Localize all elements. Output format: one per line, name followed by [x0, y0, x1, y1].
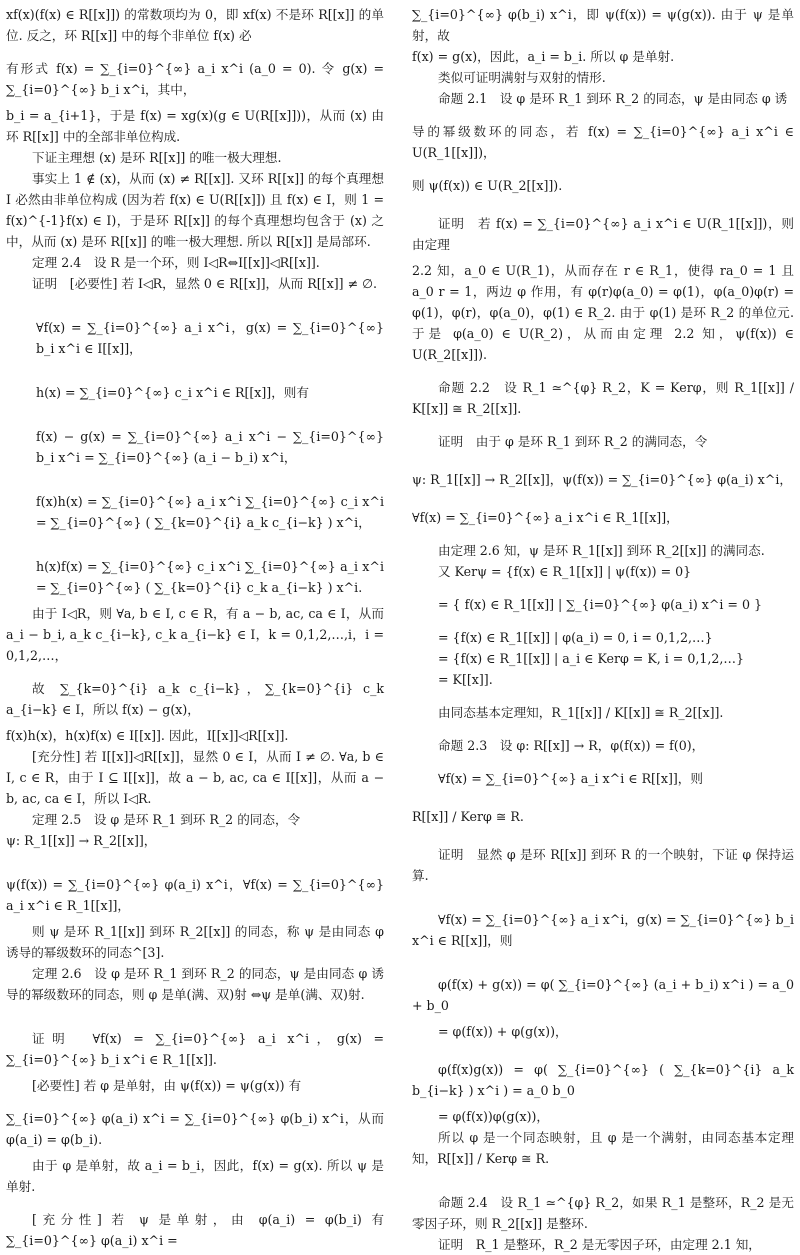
right-column	[412, 4, 794, 1255]
proposition-2-2: 命题 2.2 设 R_1 ≃^{φ} R_2，K = Kerφ，则 R_1[[x]] / K[[x]] ≅ R_2[[x]].	[412, 380, 794, 416]
text-line: 事实上 1 ∉ (x)，从而 (x) ≠ R[[x]]. 又环 R[[x]] 的每个真理想 I 必然由非单位构成 (因为若 f(x) ∈ U(R[[x]]) 且 f(x) ∈ I，则 1 = f(x)^{-1}f(x) ∈ I)，于是环 R[[x]] 的每个真理想均包含于 (x) 之中，从而 (x) 是环 R[[x]] 的唯一极大理想. 所以 R[[x]] 是局部环.	[6, 171, 384, 249]
text-line: 下证主理想 (x) 是环 R[[x]] 的唯一极大理想.	[32, 150, 282, 165]
equation-line: ψ: R_1[[x]] → R_2[[x]]，	[6, 833, 157, 848]
proof-text: 证明 由于 φ 是环 R_1 到环 R_2 的满同态，令	[438, 434, 708, 449]
equation-line: = {f(x) ∈ R_1[[x]] | a_i ∈ Kerφ = K, i = 0,1,2,…}	[438, 651, 745, 666]
equation-line: ψ: R_1[[x]] → R_2[[x]]，ψ(f(x)) = ∑_{i=0}^{∞} φ(a_i) x^i，	[412, 472, 792, 487]
proposition-2-1: 命题 2.1 设 φ 是环 R_1 到环 R_2 的同态，ψ 是由同态 φ 诱	[438, 91, 788, 106]
proof-text: 证明 显然 φ 是环 R[[x]] 到环 R 的一个映射，下证 φ 保持运算.	[412, 847, 794, 883]
theorem-2-5: 定理 2.5 设 φ 是环 R_1 到环 R_2 的同态，令	[32, 812, 301, 827]
proposition-2-3: 命题 2.3 设 φ: R[[x]] → R，φ(f(x)) = f(0)，	[438, 738, 705, 753]
text-line: [充分性] 若 I[[x]]◁R[[x]]，显然 0 ∈ I，从而 I ≠ ∅. ∀a, b ∈ I, c ∈ R，由于 I ⊆ I[[x]]，故 a − b, ac, ca ∈ I[[x]]，从而 a − b, ac, ca ∈ I，所以 I◁R.	[6, 749, 384, 806]
equation-line: 故 ∑_{k=0}^{i} a_k c_{i−k}，∑_{k=0}^{i} c_k a_{i−k} ∈ I，所以 f(x) − g(x)，	[6, 681, 384, 717]
text-line: 由定理 2.6 知，ψ 是环 R_1[[x]] 到环 R_2[[x]] 的满同态.	[438, 543, 765, 558]
equation-line: φ(f(x) + g(x)) = φ( ∑_{i=0}^{∞} (a_i + b_i) x^i ) = a_0 + b_0	[412, 977, 794, 1013]
equation-line: = K[[x]].	[438, 672, 493, 687]
text-line: 则 ψ(f(x)) ∈ U(R_2[[x]]).	[412, 178, 563, 193]
equation-line: ∀f(x) = ∑_{i=0}^{∞} a_i x^i ∈ R_1[[x]]，	[412, 510, 679, 525]
equation-line: 又 Kerψ = {f(x) ∈ R_1[[x]] | ψ(f(x)) = 0}	[438, 564, 692, 579]
text-line: f(x) = g(x)，因此，a_i = b_i. 所以 φ 是单射.	[412, 49, 675, 64]
text-line: 由同态基本定理知，R_1[[x]] / K[[x]] ≅ R_2[[x]].	[438, 705, 724, 720]
text-line: 由于 I◁R，则 ∀a, b ∈ I, c ∈ R，有 a − b, ac, ca ∈ I，从而 a_i − b_i, a_k c_{i−k}, c_k a_{i−k} ∈ I，k = 0,1,2,…,i，i = 0,1,2,…，	[6, 606, 384, 663]
equation-line: f(x) − g(x) = ∑_{i=0}^{∞} a_i x^i − ∑_{i=0}^{∞} b_i x^i = ∑_{i=0}^{∞} (a_i − b_i) x^i，	[36, 429, 384, 465]
equation-line: = { f(x) ∈ R_1[[x]] | ∑_{i=0}^{∞} φ(a_i) x^i = 0 }	[438, 597, 763, 612]
equation-line: R[[x]] / Kerφ ≅ R.	[412, 809, 524, 824]
proof-text: 证明 [必要性] 若 I◁R，显然 0 ∈ R[[x]]，从而 R[[x]] ≠ ∅.	[32, 276, 378, 291]
equation-line: = φ(f(x))φ(g(x))，	[438, 1109, 550, 1124]
equation-line: ∀f(x) = ∑_{i=0}^{∞} a_i x^i，g(x) = ∑_{i=0}^{∞} b_i x^i ∈ R[[x]]，则	[412, 912, 794, 948]
text-line: 由于 φ 是单射，故 a_i = b_i，因此，f(x) = g(x). 所以 ψ 是单射.	[6, 1158, 384, 1194]
proof-text: 证明 若 f(x) = ∑_{i=0}^{∞} a_i x^i ∈ U(R_1[[x]])，则由定理	[412, 216, 794, 252]
text-line: 类似可证明满射与双射的情形.	[438, 70, 606, 85]
equation-line: h(x)f(x) = ∑_{i=0}^{∞} c_i x^i ∑_{i=0}^{∞} a_i x^i = ∑_{i=0}^{∞} ( ∑_{k=0}^{i} c_k a_{i−k} ) x^i.	[36, 559, 384, 595]
text-line: [必要性] 若 φ 是单射，由 ψ(f(x)) = ψ(g(x)) 有	[32, 1078, 302, 1093]
text-line: 2.2 知，a_0 ∈ U(R_1)，从而存在 r ∈ R_1，使得 ra_0 = 1 且 a_0 r = 1，两边 φ 作用，有 φ(r)φ(a_0) = φ(1)，φ(a_0)φ(r) = φ(1)，φ(r)，φ(a_0)，φ(1) ∈ R_2. 由于 φ(1) 是环 R_2 的单位元. 于是 φ(a_0) ∈ U(R_2)，从而由定理 2.2 知，ψ(f(x)) ∈ U(R_2[[x]]).	[412, 263, 794, 362]
equation-line: ∑_{i=0}^{∞} φ(b_i) x^i，即 ψ(f(x)) = ψ(g(x)). 由于 ψ 是单射，故	[412, 7, 794, 43]
proof-text: 证明 R_1 是整环，R_2 是无零因子环，由定理 2.1 知，	[438, 1237, 761, 1252]
equation-line: 导的幂级数环的同态，若 f(x) = ∑_{i=0}^{∞} a_i x^i ∈ U(R_1[[x]])，	[412, 124, 794, 160]
theorem-2-6: 定理 2.6 设 φ 是环 R_1 到环 R_2 的同态，ψ 是由同态 φ 诱导的幂级数环的同态，则 φ 是单(满、双)射 ⇔ψ 是单(满、双)射.	[6, 966, 384, 1002]
proposition-2-4: 命题 2.4 设 R_1 ≃^{φ} R_2，如果 R_1 是整环，R_2 是无零因子环，则 R_2[[x]] 是整环.	[412, 1195, 794, 1231]
text-line: 则 ψ 是环 R_1[[x]] 到环 R_2[[x]] 的同态，称 ψ 是由同态 φ 诱导的幂级数环的同态^[3].	[6, 924, 384, 960]
equation-line: 有形式 f(x) = ∑_{i=0}^{∞} a_i x^i (a_0 = 0). 令 g(x) = ∑_{i=0}^{∞} b_i x^i，其中，	[6, 61, 384, 97]
text-line: 所以 φ 是一个同态映射，且 φ 是一个满射，由同态基本定理知，R[[x]] / Kerφ ≅ R.	[412, 1130, 794, 1166]
equation-line: ∀f(x) = ∑_{i=0}^{∞} a_i x^i，g(x) = ∑_{i=0}^{∞} b_i x^i ∈ I[[x]]，	[36, 320, 384, 356]
text-line: b_i = a_{i+1}，于是 f(x) = xg(x)(g ∈ U(R[[x]]))，从而 (x) 由环 R[[x]] 中的全部非单位构成.	[6, 108, 384, 144]
equation-line: f(x)h(x) = ∑_{i=0}^{∞} a_i x^i ∑_{i=0}^{∞} c_i x^i = ∑_{i=0}^{∞} ( ∑_{k=0}^{i} a_k c_{i−k} ) x^i，	[36, 494, 384, 530]
equation-line: ∀f(x) = ∑_{i=0}^{∞} a_i x^i ∈ R[[x]]，则	[438, 771, 703, 786]
text-line: f(x)h(x)，h(x)f(x) ∈ I[[x]]. 因此，I[[x]]◁R[[x]].	[6, 728, 289, 743]
equation-line: ∑_{i=0}^{∞} φ(a_i) x^i = ∑_{i=0}^{∞} φ(b_i) x^i，从而 φ(a_i) = φ(b_i).	[6, 1111, 384, 1147]
theorem-2-4: 定理 2.4 设 R 是一个环，则 I◁R⇔I[[x]]◁R[[x]].	[32, 255, 320, 270]
left-column	[6, 4, 384, 1251]
equation-line: h(x) = ∑_{i=0}^{∞} c_i x^i ∈ R[[x]]，则有	[36, 385, 309, 400]
equation-line: φ(f(x)g(x)) = φ( ∑_{i=0}^{∞} ( ∑_{k=0}^{i} a_k b_{i−k} ) x^i ) = a_0 b_0	[412, 1062, 794, 1098]
equation-line: ψ(f(x)) = ∑_{i=0}^{∞} φ(a_i) x^i，∀f(x) = ∑_{i=0}^{∞} a_i x^i ∈ R_1[[x]]，	[6, 877, 384, 913]
text-line: [充分性] 若 ψ 是单射，由 φ(a_i) = φ(b_i) 有 ∑_{i=0}^{∞} φ(a_i) x^i =	[6, 1212, 384, 1248]
equation-line: = φ(f(x)) + φ(g(x))，	[438, 1024, 568, 1039]
text-line: xf(x)(f(x) ∈ R[[x]]) 的常数项均为 0，即 xf(x) 不是环 R[[x]] 的单位. 反之，环 R[[x]] 中的每个非单位 f(x) 必	[6, 7, 384, 43]
proof-text: 证明 ∀f(x) = ∑_{i=0}^{∞} a_i x^i，g(x) = ∑_{i=0}^{∞} b_i x^i ∈ R_1[[x]].	[6, 1031, 384, 1067]
equation-line: = {f(x) ∈ R_1[[x]] | φ(a_i) = 0, i = 0,1,2,…}	[438, 630, 713, 645]
